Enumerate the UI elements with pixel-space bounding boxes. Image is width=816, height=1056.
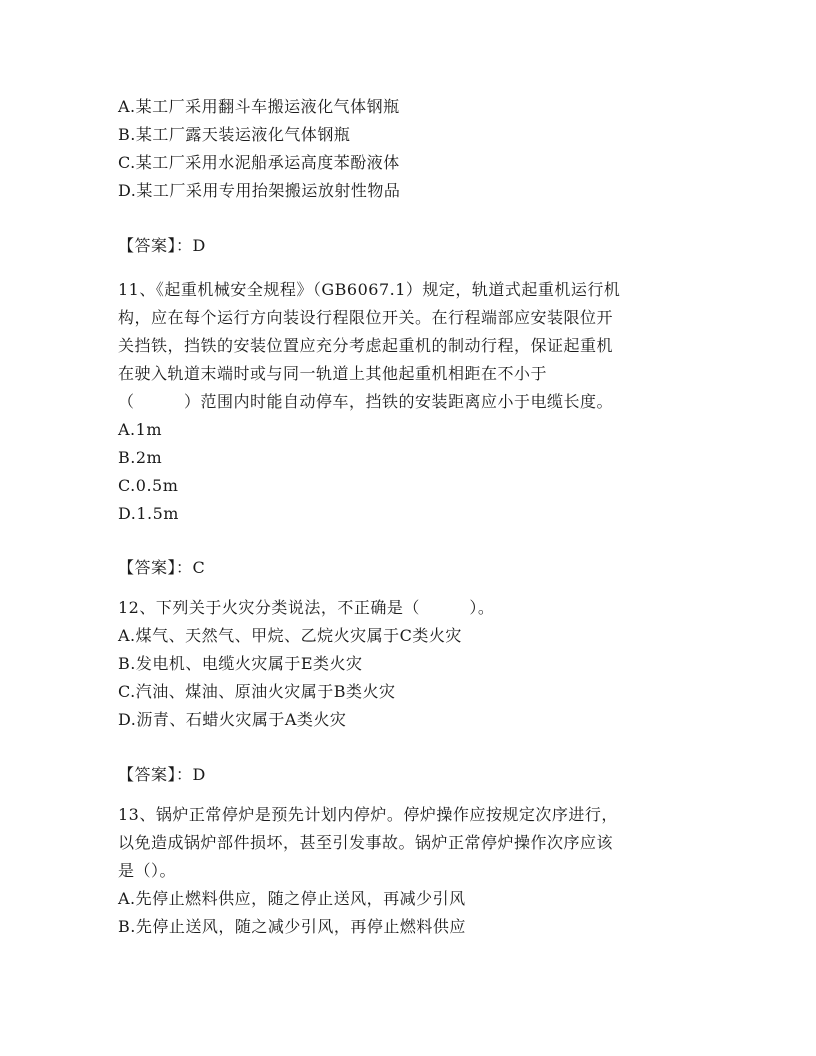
q12-option-b: B.发电机、电缆火灾属于E类火灾	[118, 654, 363, 673]
q11-text-line4: 在驶入轨道末端时或与同一轨道上其他起重机相距在不小于	[118, 364, 548, 383]
q11-answer: 【答案】：C	[118, 558, 206, 577]
q12-text-line1: 12、下列关于火灾分类说法，不正确是（ ）。	[118, 598, 495, 617]
q11-text-line5: （ ）范围内时能自动停车，挡铁的安装距离应小于电缆长度。	[118, 392, 614, 411]
q10-answer: 【答案】：D	[118, 236, 206, 255]
q11-option-a: A.1m	[118, 420, 162, 439]
q10-option-d: D.某工厂采用专用抬架搬运放射性物品	[118, 181, 401, 200]
q10-option-b: B.某工厂露天装运液化气体钢瓶	[118, 125, 351, 144]
q13-text-line3: 是（）。	[118, 861, 177, 880]
q12-answer: 【答案】：D	[118, 765, 206, 784]
q13-text-line2: 以免造成锅炉部件损坏，甚至引发事故。锅炉正常停炉操作次序应该	[118, 833, 614, 852]
q11-option-c: C.0.5m	[118, 476, 179, 495]
q11-option-b: B.2m	[118, 448, 163, 467]
q10-option-c: C.某工厂采用水泥船承运高度苯酚液体	[118, 153, 400, 172]
q13-option-b: B.先停止送风，随之减少引风，再停止燃料供应	[118, 917, 466, 936]
q12-option-c: C.汽油、煤油、原油火灾属于B类火灾	[118, 682, 396, 701]
q11-option-d: D.1.5m	[118, 504, 179, 523]
q12-option-d: D.沥青、石蜡火灾属于A类火灾	[118, 710, 347, 729]
q11-text-line3: 关挡铁，挡铁的安装位置应充分考虑起重机的制动行程，保证起重机	[118, 336, 614, 355]
q11-text-line1: 11、《起重机械安全规程》（GB6067.1）规定，轨道式起重机运行机	[118, 280, 621, 299]
q10-option-a: A.某工厂采用翻斗车搬运液化气体钢瓶	[118, 97, 400, 116]
q11-text-line2: 构，应在每个运行方向装设行程限位开关。在行程端部应安装限位开	[118, 308, 614, 327]
q12-option-a: A.煤气、天然气、甲烷、乙烷火灾属于C类火灾	[118, 626, 462, 645]
q13-text-line1: 13、锅炉正常停炉是预先计划内停炉。停炉操作应按规定次序进行，	[118, 805, 618, 824]
q13-option-a: A.先停止燃料供应，随之停止送风，再减少引风	[118, 889, 466, 908]
